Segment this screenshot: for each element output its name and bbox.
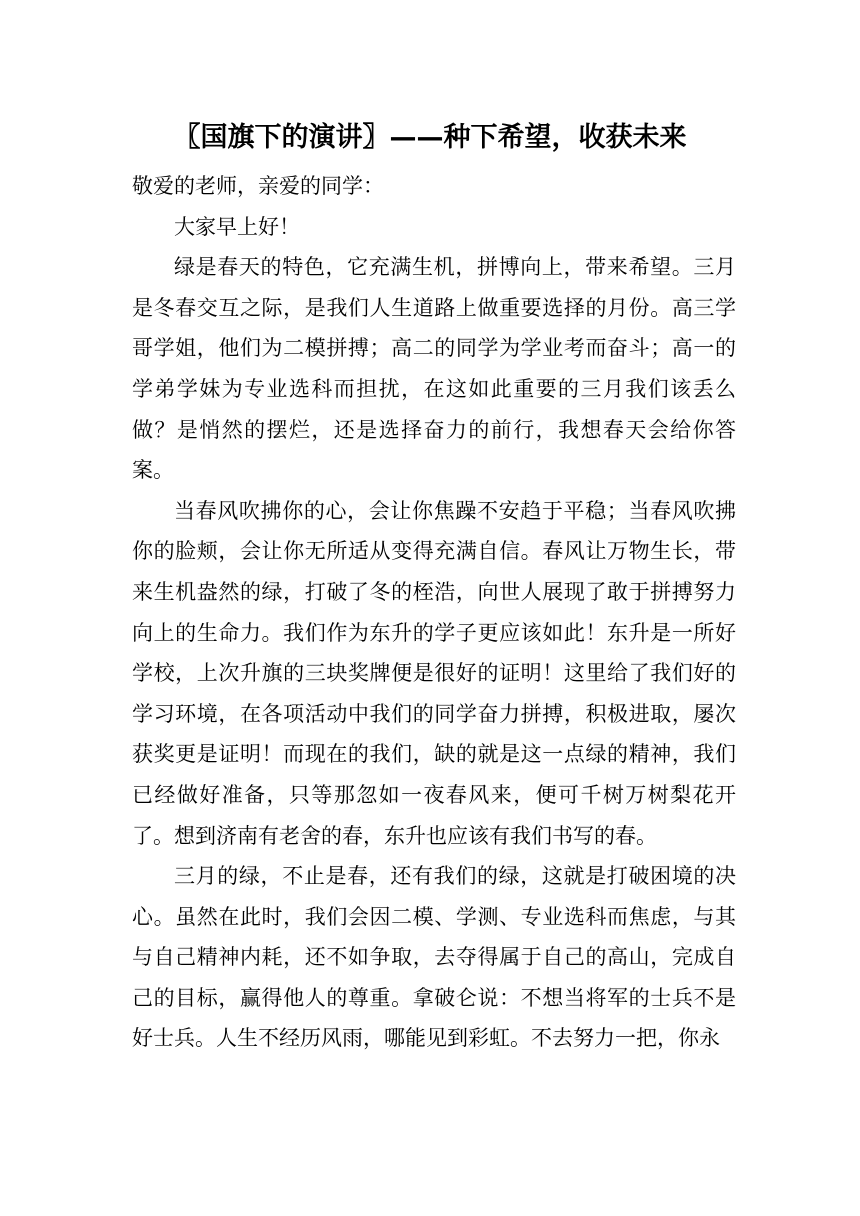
body-paragraph-1: 绿是春天的特色，它充满生机，拼博向上，带来希望。三月是冬春交互之际，是我们人生道路上做重要选择的月份。高三学哥学姐，他们为二模拼搏；高二的同学为学业考而奋斗；高一的学弟学妹为专业选科而担扰，在这如此重要的三月我们该丢么做？是悄然的摆烂，还是选择奋力的前行，我想春天会给你答案。 <box>132 255 736 483</box>
greeting-line: 大家早上好！ <box>174 214 300 239</box>
body-paragraph-3: 三月的绿，不止是春，还有我们的绿，这就是打破困境的决心。虽然在此时，我们会因二模、学测、专业选科而焦虑，与其与自己精神内耗，还不如争取，去夺得属于自己的高山，完成自己的目标，赢得他人的尊重。拿破仑说：不想当将军的士兵不是好士兵。人生不经历风雨，哪能见到彩虹。不去努力一把，你永 <box>132 864 736 1051</box>
salutation-line: 敬爱的老师，亲爱的同学： <box>132 174 384 198</box>
document-title: 〖国旗下的演讲〗——种下希望，收获未来 <box>173 122 687 153</box>
body-paragraph-2: 当春风吹拂你的心，会让你焦躁不安趋于平稳；当春风吹拂你的脸颊，会让你无所适从变得充满自信。春风让万物生长，带来生机盎然的绿，打破了冬的桎浩，向世人展现了敢于拼搏努力向上的生命力。我们作为东升的学子更应该如此！东升是一所好学校，上次升旗的三块奖牌便是很好的证明！这里给了我们好的学习环境，在各项活动中我们的同学奋力拼搏，积极进取，屡次获奖更是证明！而现在的我们，缺的就是这一点绿的精神，我们已经做好准备，只等那忽如一夜春风来，便可千树万树梨花开了。想到济南有老舍的春，东升也应该有我们书写的春。 <box>132 498 736 848</box>
document-body <box>132 166 736 1059</box>
